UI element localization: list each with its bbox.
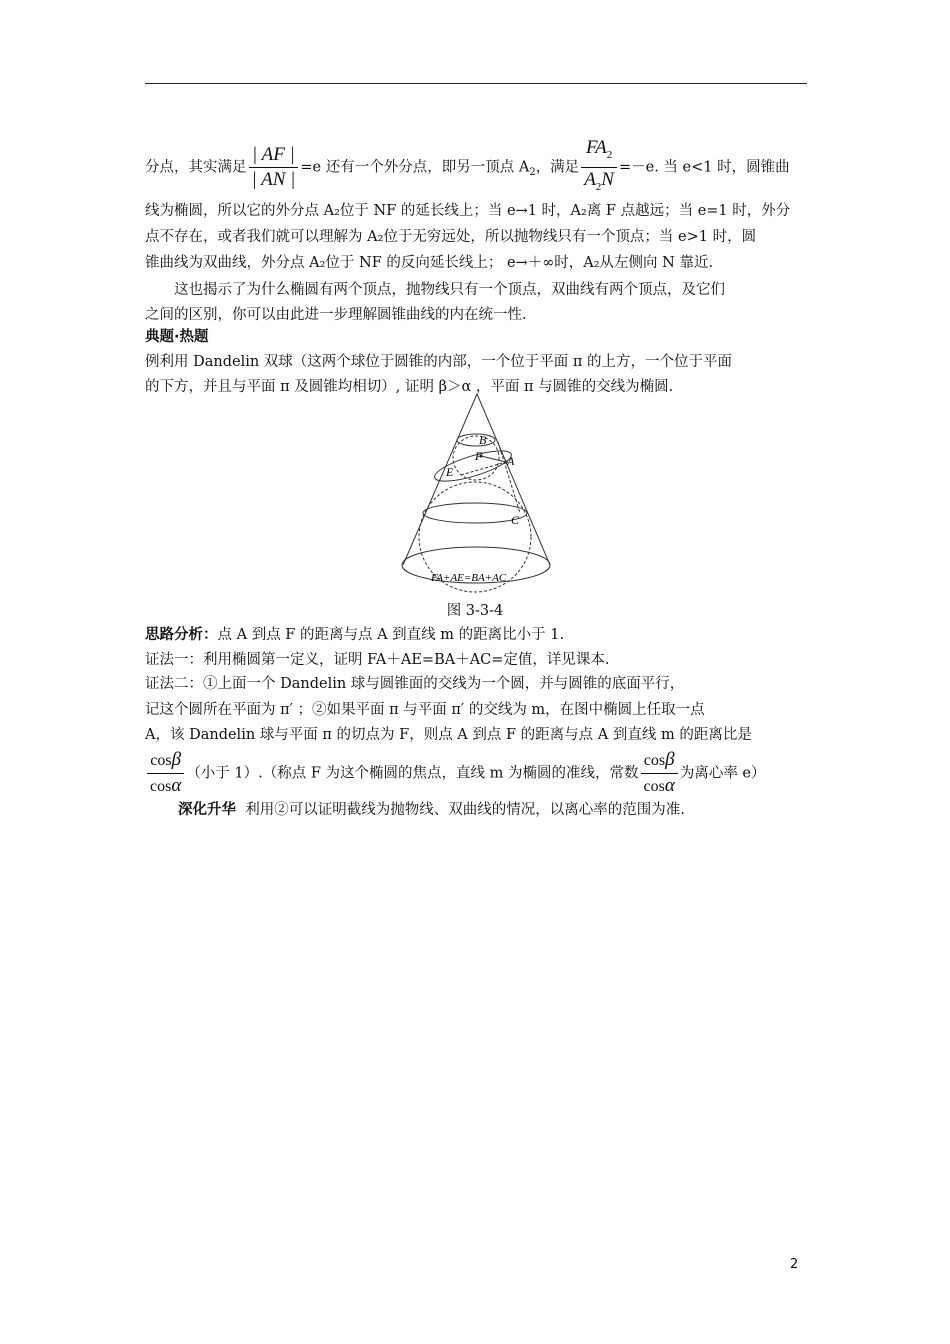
cos-text: cos xyxy=(643,752,666,769)
example-line: 的下方，并且与平面 π 及圆锥均相切）, 证明 β＞α ，平面 π 与圆锥的交线为椭圆. xyxy=(145,379,674,395)
section-heading: 典题·热题 xyxy=(145,329,209,345)
ratio-text: （小于 1）.（称点 F 为这个椭圆的焦点，直线 m 为椭圆的准线，常数 xyxy=(186,765,639,782)
fraction-fa2-a2n xyxy=(581,136,617,199)
fraction-numerator xyxy=(147,748,184,774)
text: =－e. 当 e<1 时，圆锥曲 xyxy=(618,159,790,176)
body-line: 锥曲线为双曲线，外分点 A₂位于 NF 的反向延长线上； e→＋∞时，A₂从左侧向 N 靠近. xyxy=(145,255,714,271)
cos-text: cos xyxy=(643,778,665,795)
analysis-text: 点 A 到点 F 的距离与点 A 到直线 m 的距离比小于 1. xyxy=(217,627,565,643)
proof2-line: A，该 Dandelin 球与平面 π 的切点为 F，则点 A 到点 F 的距离与点 A 到直线 m 的距离比是 xyxy=(145,727,752,743)
alpha-symbol: α xyxy=(664,775,675,796)
fraction-cos-beta-over-cos-alpha xyxy=(147,748,184,799)
body-line: 点不存在，或者我们就可以理解为 A₂位于无穷远处，所以抛物线只有一个顶点；当 e>1 时，圆 xyxy=(145,229,757,245)
beta-symbol: β xyxy=(665,749,675,770)
label-f: F xyxy=(475,449,483,463)
page-number: 2 xyxy=(790,1257,799,1272)
header-rule xyxy=(145,83,807,84)
fraction-denominator xyxy=(147,774,184,799)
proof1-line: 证法一：利用椭圆第一定义，证明 FA＋AE=BA＋AC=定值，详见课本. xyxy=(145,652,610,668)
deepen-text: 利用②可以证明截线为抛物线、双曲线的情况，以离心率的范围为准. xyxy=(245,802,685,818)
section-ellipse xyxy=(432,445,514,488)
ratio-line xyxy=(145,748,766,799)
label-b: B xyxy=(479,433,487,447)
subscript: 2 xyxy=(529,167,536,179)
text: 分点，其实满足 xyxy=(145,159,247,176)
cone-left-edge xyxy=(403,394,477,565)
fraction-numerator xyxy=(581,136,617,168)
cone-right-edge xyxy=(477,394,550,565)
beta-symbol: β xyxy=(171,749,182,770)
label-a: A xyxy=(507,454,515,468)
text: =e 还有一个外分点，即另一顶点 A xyxy=(300,159,530,176)
body-line: 这也揭示了为什么椭圆有两个顶点，抛物线只有一个顶点，双曲线有两个顶点，及它们 xyxy=(145,282,725,298)
subscript: 2 xyxy=(595,180,602,193)
fraction-denominator xyxy=(641,774,678,799)
ratio-text: 为离心率 e） xyxy=(679,765,766,782)
deepen-line xyxy=(178,800,685,820)
dandelin-cone-figure xyxy=(395,392,555,594)
body-line: 之间的区别，你可以由此进一步理解圆锥曲线的内在统一性. xyxy=(145,307,527,323)
analysis-label: 思路分析： xyxy=(145,627,218,643)
fraction-cos-beta-over-cos-alpha xyxy=(641,748,678,799)
analysis-line xyxy=(145,625,564,645)
deepen-label: 深化升华 xyxy=(178,802,236,818)
proof2-line: 记这个圆所在平面为 π′ ；②如果平面 π 与平面 π′ 的交线为 m，在图中椭圆上任取一点 xyxy=(145,702,705,718)
denominator-text: A xyxy=(584,168,596,190)
subscript: 2 xyxy=(606,148,613,161)
paragraph-fraction-line xyxy=(145,136,790,199)
proof2-line: 证法二：①上面一个 Dandelin 球与圆锥面的交线为一个圆，并与圆锥的底面平行， xyxy=(145,676,685,692)
body-line: 线为椭圆，所以它的外分点 A₂位于 NF 的延长线上；当 e→1 时，A₂离 F 点越远；当 e=1 时，外分 xyxy=(145,203,791,219)
fraction-denominator xyxy=(581,168,617,199)
cos-text: cos xyxy=(150,778,172,795)
cos-text: cos xyxy=(150,752,172,769)
label-e: E xyxy=(446,465,454,479)
figure-formula: FA+AE=BA+AC xyxy=(431,572,507,584)
text: ，满足 xyxy=(535,159,580,176)
example-line: 例利用 Dandelin 双球（这两个球位于圆锥的内部，一个位于平面 π 的上方，一个位于平面 xyxy=(145,354,733,370)
fraction-denominator: | AN | xyxy=(251,168,296,190)
numerator-text: FA xyxy=(585,137,607,158)
denominator-tail: N xyxy=(601,168,614,190)
fraction-af-an xyxy=(249,143,299,192)
fraction-numerator xyxy=(641,748,678,774)
fraction-numerator: | AF | xyxy=(249,143,299,168)
label-c: C xyxy=(511,513,520,527)
alpha-symbol: α xyxy=(171,775,182,796)
line-ba-ac xyxy=(498,442,520,513)
figure-caption: 图 3-3-4 xyxy=(446,603,504,619)
